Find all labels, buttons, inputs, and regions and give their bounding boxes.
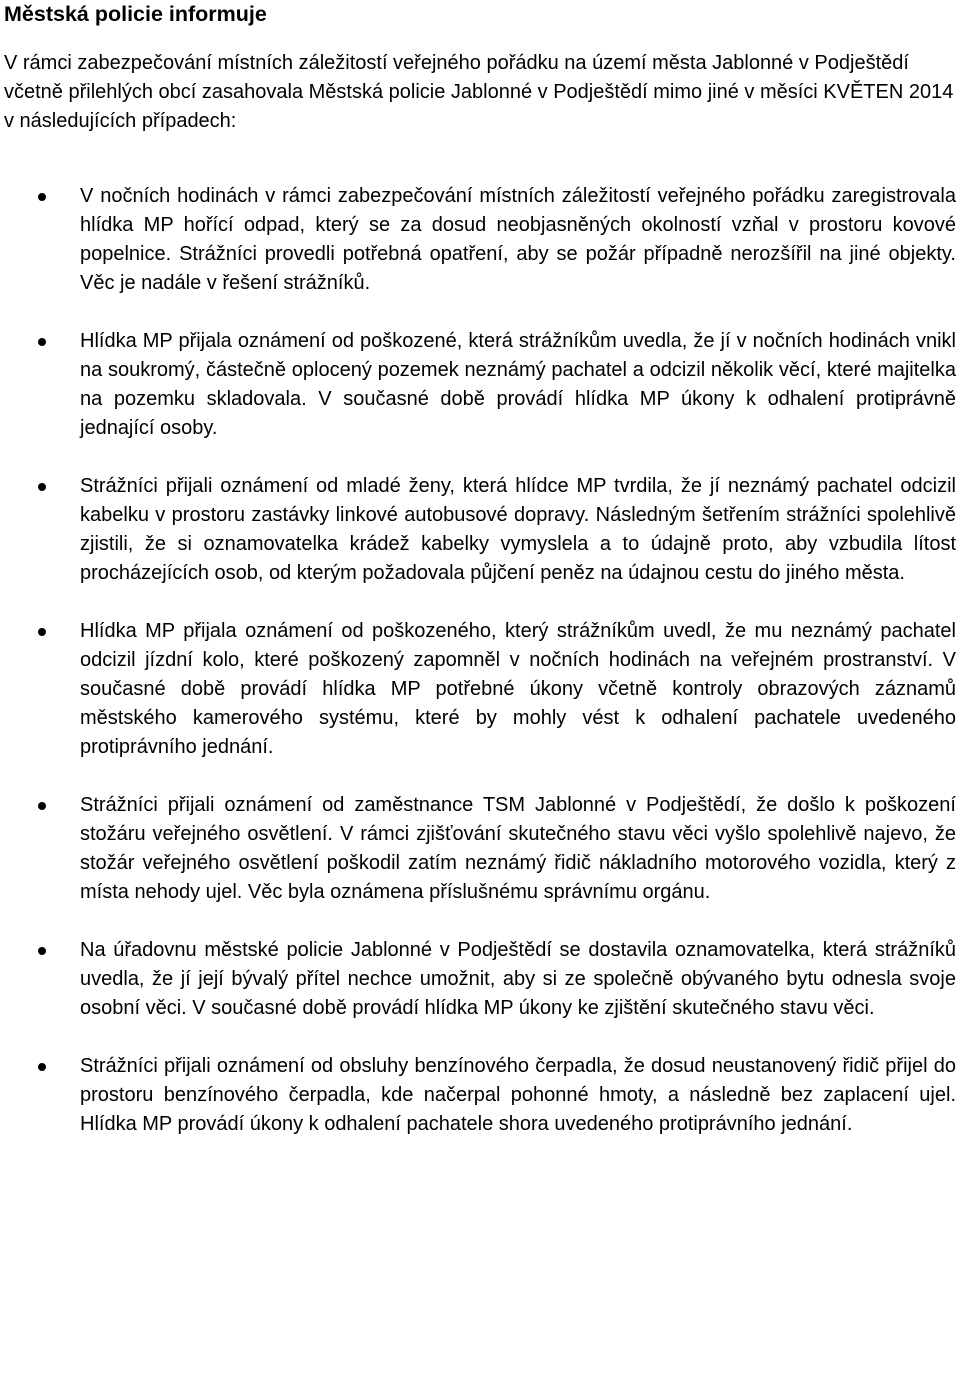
- list-item-text: Na úřadovnu městské policie Jablonné v Podještědí se dostavila oznamovatelka, která strážníků uvedla, že jí její bývalý přítel nechce umožnit, aby si ze společně obývaného bytu odnesla svoje osobní věci. V současné době provádí hlídka MP úkony ke zjištění skutečného stavu věci.: [80, 939, 956, 1019]
- list-item: [4, 182, 956, 298]
- list-item-text: Strážníci přijali oznámení od obsluhy benzínového čerpadla, že dosud neustanovený řidič přijel do prostoru benzínového čerpadla, kde načerpal pohonné hmoty, a následně bez zaplacení ujel. Hlídka MP provádí úkony k odhalení pachatele shora uvedeného protiprávního jednání.: [80, 1055, 956, 1135]
- intro-paragraph: V rámci zabezpečování místních záležitostí veřejného pořádku na území města Jablonné v Podještědí včetně přilehlých obcí zasahovala Městská policie Jablonné v Podještědí mimo jiné v měsíci KVĚTEN 2014 v následujících případech:: [4, 52, 954, 132]
- list-item: [4, 327, 956, 443]
- list-item-text: Hlídka MP přijala oznámení od poškozené, která strážníkům uvedla, že jí v nočních hodinách vnikl na soukromý, částečně oplocený pozemek neznámý pachatel a odcizil několik věcí, které majitelka na pozemku skladovala. V současné době provádí hlídka MP úkony k odhalení protiprávně jednající osoby.: [80, 330, 956, 439]
- list-item-text: V nočních hodinách v rámci zabezpečování místních záležitostí veřejného pořádku zaregistrovala hlídka MP hořící odpad, který se za dosud neobjasněných okolností vzňal v prostoru kovové popelnice. Strážníci provedli potřebná opatření, aby se požár případně nerozšířil na jiné objekty. Věc je nadále v řešení strážníků.: [80, 185, 956, 294]
- list-item-text: Strážníci přijali oznámení od zaměstnance TSM Jablonné v Podještědí, že došlo k poškození stožáru veřejného osvětlení. V rámci zjišťování skutečného stavu věci vyšlo spolehlivě najevo, že stožár veřejného osvětlení poškodil zatím neznámý řidič nákladního motorového vozidla, který z místa nehody ujel. Věc byla oznámena příslušnému správnímu orgánu.: [80, 794, 956, 903]
- list-item: [4, 1052, 956, 1139]
- list-item: [4, 936, 956, 1023]
- bullet-icon: [38, 802, 46, 810]
- list-item: [4, 472, 956, 588]
- bullet-icon: [38, 1063, 46, 1071]
- list-item-text: Strážníci přijali oznámení od mladé ženy, která hlídce MP tvrdila, že jí neznámý pachatel odcizil kabelku v prostoru zastávky linkové autobusové dopravy. Následným šetřením strážníci spolehlivě zjistili, že si oznamovatelka krádež kabelky vymyslela a to údajně proto, aby vzbudila lítost procházejících osob, od kterým požadovala půjčení peněz na údajnou cestu do jiného města.: [80, 475, 956, 584]
- incident-list: [4, 182, 956, 1139]
- bullet-icon: [38, 628, 46, 636]
- bullet-icon: [38, 483, 46, 491]
- list-item: [4, 617, 956, 762]
- page-title: Městská policie informuje: [4, 2, 267, 26]
- list-item-text: Hlídka MP přijala oznámení od poškozeného, který strážníkům uvedl, že mu neznámý pachatel odcizil jízdní kolo, které poškozený zapomněl v nočních hodinách na veřejném prostranství. V současné době provádí hlídka MP potřebné úkony včetně kontroly obrazových záznamů městského kamerového systému, které by mohly vést k odhalení pachatele uvedeného protiprávního jednání.: [80, 620, 956, 758]
- bullet-icon: [38, 338, 46, 346]
- bullet-icon: [38, 193, 46, 201]
- bullet-icon: [38, 947, 46, 955]
- list-item: [4, 791, 956, 907]
